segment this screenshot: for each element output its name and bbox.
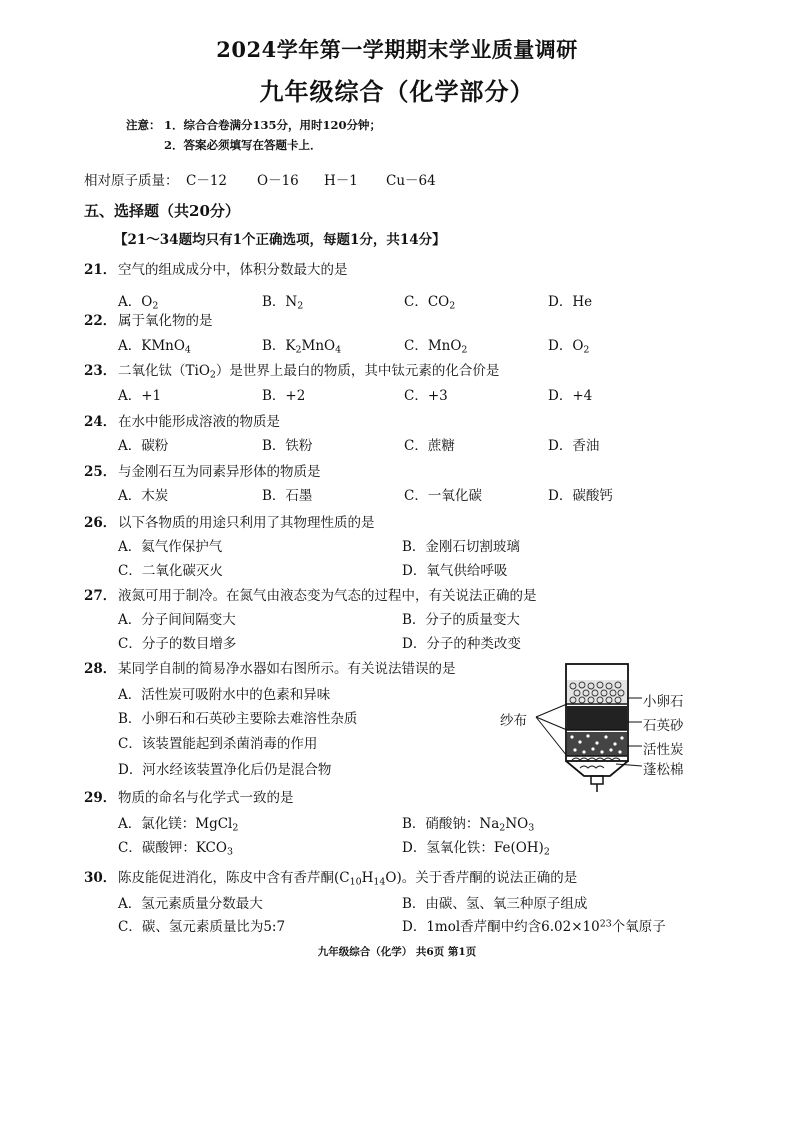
paper-subtitle: 九年级综合（化学部分） — [259, 77, 535, 106]
answer-option: A．氢元素质量分数最大 — [118, 896, 263, 912]
answer-option: B．$N_2$ — [262, 294, 304, 312]
question-number: 24． — [84, 414, 117, 430]
question-number: 22． — [84, 313, 117, 329]
layer-label-pebbles: 小卵石 — [643, 694, 684, 710]
question-stem: 物质的命名与化学式一致的是 — [118, 790, 294, 806]
atomic-mass-h: H－1 — [324, 173, 358, 189]
question-stem: 以下各物质的用途只利用了其物理性质的是 — [118, 515, 375, 531]
page-footer: 九年级综合（化学） 共6页 第1页 — [317, 946, 477, 958]
answer-option: C．二氧化碳灭火 — [118, 563, 223, 579]
note-item-2: 2．答案必须填写在答题卡上． — [164, 138, 322, 152]
layer-label-quartz-sand: 石英砂 — [643, 718, 684, 734]
question-stem: 液氮可用于制冷。在氮气由液态变为气态的过程中，有关说法正确的是 — [118, 588, 537, 604]
answer-option: D．+4 — [548, 388, 593, 404]
answer-option: A．氦气作保护气 — [118, 539, 223, 555]
answer-option: D．碳酸钙 — [548, 488, 613, 504]
answer-option: C．+3 — [404, 388, 448, 404]
answer-option: A．活性炭可吸附水中的色素和异味 — [118, 687, 331, 703]
answer-option: A．+1 — [118, 388, 162, 404]
answer-option: A．碳粉 — [118, 438, 169, 454]
question-number: 25． — [84, 464, 117, 480]
note-item-1: 1．综合合卷满分135分，用时120分钟； — [164, 118, 382, 132]
question-stem: 陈皮能促进消化，陈皮中含有香芹酮$(C_{10}H_{14}O)$。关于香芹酮的说法正确的是 — [118, 870, 578, 888]
answer-option: A．木炭 — [118, 488, 169, 504]
section-rule: 【21～34题均只有1个正确选项，每题1分，共14分】 — [114, 232, 446, 248]
question-stem: 属于氧化物的是 — [118, 313, 213, 329]
answer-option: B．+2 — [262, 388, 306, 404]
answer-option: C．碳酸钾：$KCO_3$ — [118, 840, 233, 858]
question-number: 27． — [84, 588, 117, 604]
answer-option: C．分子的数目增多 — [118, 636, 237, 652]
answer-option: D．氧气供给呼吸 — [402, 563, 508, 579]
question-stem: 某同学自制的简易净水器如右图所示。有关说法错误的是 — [118, 661, 456, 677]
question-stem: 二氧化钛（TiO$_2$）是世界上最白的物质，其中钛元素的化合价是 — [118, 363, 500, 381]
answer-option: D．氢氧化铁：$Fe(OH)_2$ — [402, 840, 550, 858]
section-title: 五、选择题（共20分） — [84, 202, 240, 220]
question-stem: 空气的组成成分中，体积分数最大的是 — [118, 262, 348, 278]
answer-option: A．$O_2$ — [118, 294, 159, 312]
answer-option: D．$O_2$ — [548, 338, 590, 356]
answer-option: C．蔗糖 — [404, 438, 455, 454]
question-number: 21． — [84, 262, 117, 278]
answer-option: A．KMnO$_4$ — [118, 338, 191, 356]
answer-option: C．碳、氢元素质量比为5:7 — [118, 919, 286, 935]
question-stem: 与金刚石互为同素异形体的物质是 — [118, 464, 321, 480]
answer-option: D．分子的种类改变 — [402, 636, 521, 652]
answer-option: B．金刚石切割玻璃 — [402, 539, 520, 555]
question-number: 30． — [84, 870, 117, 886]
answer-option: D．河水经该装置净化后仍是混合物 — [118, 762, 332, 778]
answer-option: C．一氧化碳 — [404, 488, 482, 504]
question-number: 29． — [84, 790, 117, 806]
answer-option: D．He — [548, 294, 593, 310]
answer-option: D．香油 — [548, 438, 600, 454]
layer-label-cotton: 蓬松棉 — [643, 762, 684, 778]
gauze-label: 纱布 — [500, 713, 527, 729]
answer-option: A．分子间间隔变大 — [118, 612, 236, 628]
paper-title: 2024学年第一学期期末学业质量调研 — [216, 37, 578, 62]
question-number: 28． — [84, 661, 117, 677]
answer-option: B．小卵石和石英砂主要除去难溶性杂质 — [118, 711, 358, 727]
atomic-masses-label: 相对原子质量： — [84, 173, 179, 189]
question-number: 23． — [84, 363, 117, 379]
atomic-mass-o: O－16 — [257, 173, 299, 189]
answer-option: B．由碳、氢、氧三种原子组成 — [402, 896, 588, 912]
answer-option: C．MnO$_2$ — [404, 338, 468, 356]
answer-option: B．硝酸钠：$Na_2NO_3$ — [402, 816, 535, 834]
answer-option: C．$CO_2$ — [404, 294, 456, 312]
notes-label: 注意： — [126, 118, 161, 132]
answer-option: A．氯化镁：MgCl$_2$ — [118, 816, 239, 834]
answer-option: B．分子的质量变大 — [402, 612, 520, 628]
question-stem: 在水中能形成溶液的物质是 — [118, 414, 280, 430]
answer-option: B．$K_2MnO_4$ — [262, 338, 342, 356]
answer-option: C．该装置能起到杀菌消毒的作用 — [118, 736, 318, 752]
atomic-mass-cu: Cu－64 — [386, 173, 436, 189]
question-number: 26． — [84, 515, 117, 531]
answer-option: D．1mol香芹酮中约含$6.02\times 10^{23}$个氧原子 — [402, 918, 666, 935]
answer-option: B．铁粉 — [262, 438, 313, 454]
layer-label-activated-carbon: 活性炭 — [643, 742, 684, 758]
answer-option: B．石墨 — [262, 488, 313, 504]
atomic-mass-c: C－12 — [186, 173, 228, 189]
